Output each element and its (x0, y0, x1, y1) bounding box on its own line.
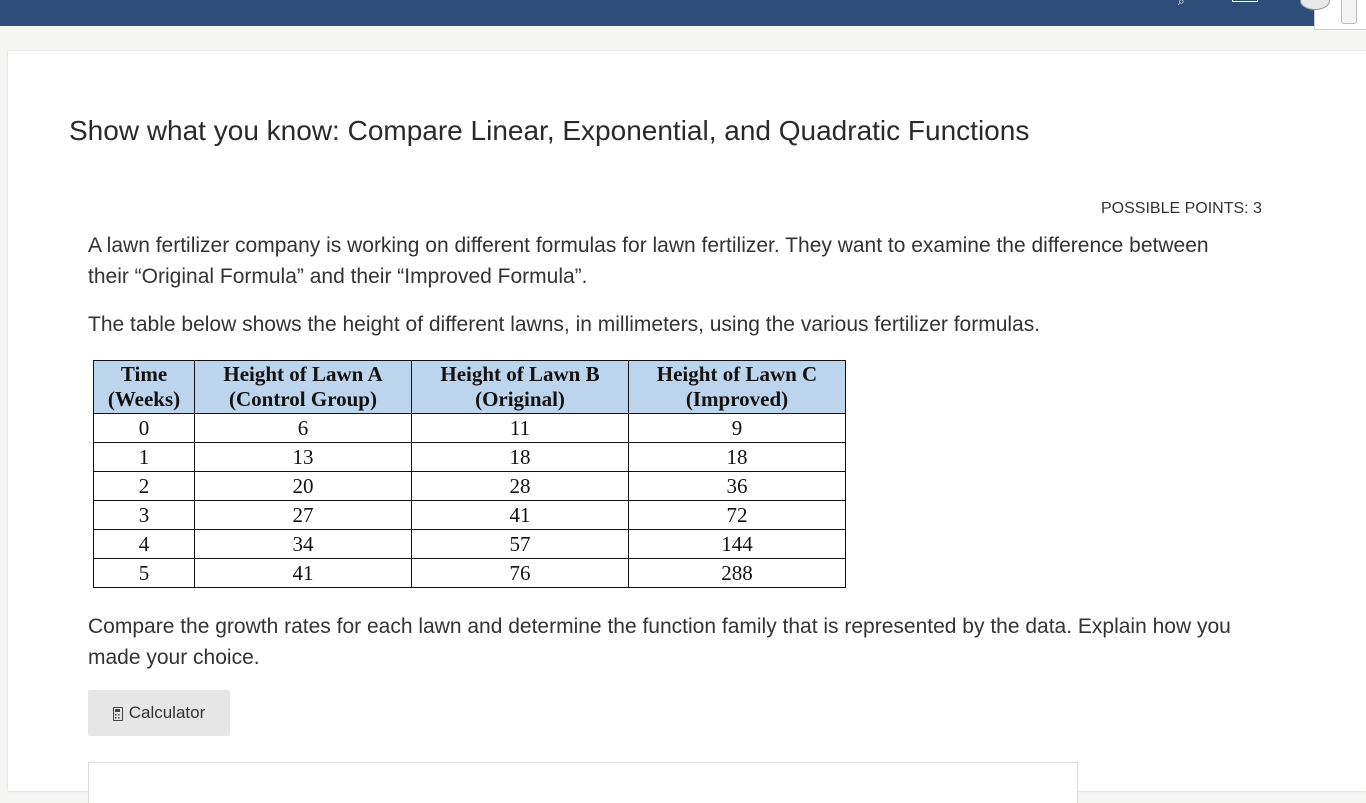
table-cell: 27 (195, 501, 412, 530)
table-cell: 41 (412, 501, 629, 530)
question-paragraph-intro: A lawn fertilizer company is working on different formulas for lawn fertilizer. They want to examine the difference between their “Original Formula” and their “Improved Formula”. (88, 234, 1209, 288)
window-icon[interactable] (1232, 0, 1258, 2)
table-cell: 72 (629, 501, 846, 530)
calculator-icon (113, 707, 123, 721)
question-paragraph-table-desc: The table below shows the height of different lawns, in millimeters, using the various fertilizer formulas. (88, 313, 1041, 336)
table-cell: 144 (629, 530, 846, 559)
table-cell: 9 (629, 414, 846, 443)
question-card (8, 51, 1366, 791)
lawn-height-table (93, 360, 846, 588)
table-cell: 28 (412, 472, 629, 501)
table-row (94, 443, 846, 472)
top-navigation-bar (0, 0, 1366, 26)
table-cell: 1 (94, 443, 195, 472)
table-cell: 288 (629, 559, 846, 588)
table-row (94, 472, 846, 501)
answer-input[interactable] (88, 762, 1078, 803)
possible-points: POSSIBLE POINTS: 3 (1101, 200, 1262, 217)
table-cell: 36 (629, 472, 846, 501)
table-cell: 41 (195, 559, 412, 588)
table-cell: 3 (94, 501, 195, 530)
calculator-button[interactable] (88, 690, 230, 736)
page-title: Show what you know: Compare Linear, Exponential, and Quadratic Functions (69, 115, 1030, 146)
table-cell: 20 (195, 472, 412, 501)
table-cell: 18 (629, 443, 846, 472)
table-header-row (94, 361, 846, 414)
search-icon[interactable]: ⌕ (1178, 0, 1185, 8)
table-cell: 0 (94, 414, 195, 443)
question-prompt: Compare the growth rates for each lawn and determine the function family that is represented by the data. Explain how you made your choice. (88, 615, 1231, 669)
table-row (94, 414, 846, 443)
header-lawn-b: Height of Lawn B (Original) (412, 361, 629, 414)
header-lawn-a: Height of Lawn A (Control Group) (195, 361, 412, 414)
table-cell: 6 (195, 414, 412, 443)
table-cell: 57 (412, 530, 629, 559)
table-cell: 2 (94, 472, 195, 501)
table-row (94, 501, 846, 530)
table-cell: 11 (412, 414, 629, 443)
header-lawn-c: Height of Lawn C (Improved) (629, 361, 846, 414)
panel-handle-icon[interactable] (1341, 0, 1357, 24)
table-cell: 4 (94, 530, 195, 559)
table-cell: 5 (94, 559, 195, 588)
header-time: Time (Weeks) (94, 361, 195, 414)
table-row (94, 530, 846, 559)
table-cell: 13 (195, 443, 412, 472)
table-cell: 76 (412, 559, 629, 588)
table-cell: 18 (412, 443, 629, 472)
calculator-label: Calculator (128, 703, 206, 722)
table-cell: 34 (195, 530, 412, 559)
table-row (94, 559, 846, 588)
